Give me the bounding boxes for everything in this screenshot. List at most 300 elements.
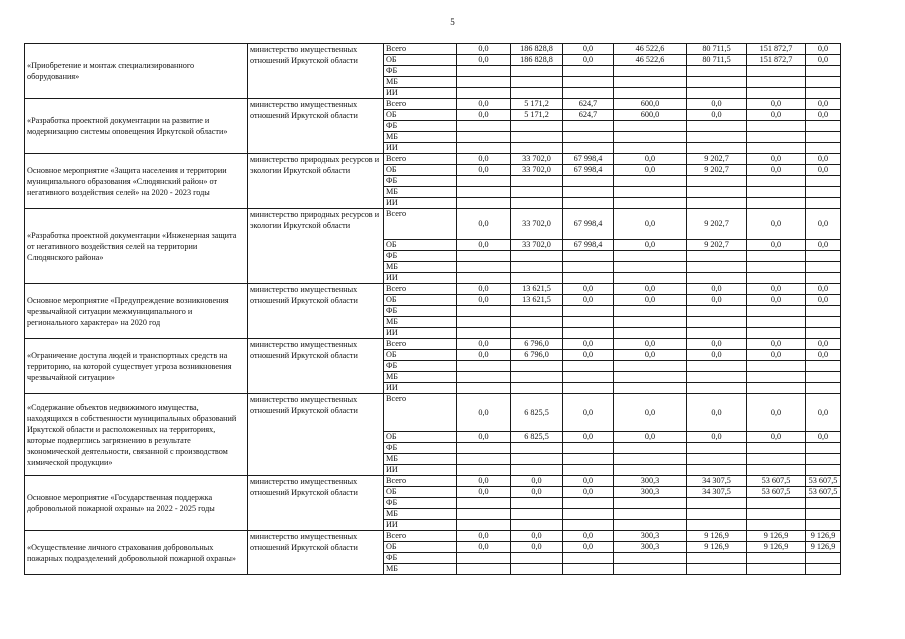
amount-cell [747, 121, 806, 132]
funding-source-cell: МБ [384, 317, 457, 328]
amount-cell: 151 872,7 [747, 55, 806, 66]
table-row [25, 44, 841, 55]
amount-cell: 0,0 [563, 284, 614, 295]
amount-cell: 0,0 [806, 240, 841, 251]
amount-cell: 0,0 [457, 110, 511, 121]
amount-cell [457, 77, 511, 88]
amount-cell [747, 509, 806, 520]
amount-cell [687, 328, 747, 339]
amount-cell: 0,0 [457, 432, 511, 443]
amount-cell [806, 198, 841, 209]
responsible-executor-cell: министерство имущественных отношений Иркутской области [248, 339, 384, 394]
amount-cell [806, 498, 841, 509]
amount-cell: 0,0 [563, 542, 614, 553]
funding-source-cell: ОБ [384, 487, 457, 498]
amount-cell: 80 711,5 [687, 55, 747, 66]
amount-cell: 9 126,9 [747, 531, 806, 542]
amount-cell [457, 372, 511, 383]
amount-cell [511, 176, 563, 187]
amount-cell: 0,0 [563, 295, 614, 306]
amount-cell: 0,0 [457, 542, 511, 553]
amount-cell [614, 198, 687, 209]
amount-cell [806, 306, 841, 317]
amount-cell [511, 187, 563, 198]
amount-cell: 0,0 [457, 487, 511, 498]
amount-cell [563, 361, 614, 372]
amount-cell [457, 262, 511, 273]
funding-source-cell: Всего [384, 209, 457, 240]
amount-cell: 0,0 [806, 295, 841, 306]
amount-cell: 0,0 [511, 487, 563, 498]
funding-source-cell: ОБ [384, 432, 457, 443]
amount-cell: 0,0 [747, 240, 806, 251]
amount-cell [614, 509, 687, 520]
amount-cell: 0,0 [687, 350, 747, 361]
amount-cell: 0,0 [614, 394, 687, 432]
amount-cell [563, 520, 614, 531]
table-row [25, 476, 841, 487]
amount-cell: 0,0 [614, 240, 687, 251]
amount-cell [511, 66, 563, 77]
amount-cell: 67 998,4 [563, 209, 614, 240]
amount-cell: 67 998,4 [563, 240, 614, 251]
amount-cell [511, 520, 563, 531]
amount-cell: 0,0 [806, 154, 841, 165]
amount-cell [614, 176, 687, 187]
amount-cell: 13 621,5 [511, 295, 563, 306]
amount-cell [614, 132, 687, 143]
amount-cell [457, 498, 511, 509]
amount-cell: 0,0 [747, 394, 806, 432]
amount-cell: 34 307,5 [687, 487, 747, 498]
amount-cell: 0,0 [687, 110, 747, 121]
amount-cell [614, 520, 687, 531]
amount-cell: 6 796,0 [511, 350, 563, 361]
amount-cell: 0,0 [806, 394, 841, 432]
amount-cell [563, 273, 614, 284]
funding-source-cell: ФБ [384, 361, 457, 372]
amount-cell [747, 564, 806, 575]
amount-cell: 33 702,0 [511, 209, 563, 240]
amount-cell [687, 77, 747, 88]
amount-cell: 0,0 [687, 432, 747, 443]
amount-cell: 0,0 [614, 209, 687, 240]
amount-cell: 0,0 [806, 99, 841, 110]
amount-cell [747, 77, 806, 88]
amount-cell [457, 383, 511, 394]
amount-cell [747, 465, 806, 476]
amount-cell [747, 443, 806, 454]
amount-cell [457, 121, 511, 132]
amount-cell [614, 262, 687, 273]
amount-cell: 0,0 [747, 339, 806, 350]
amount-cell [457, 176, 511, 187]
funding-source-cell: Всего [384, 339, 457, 350]
amount-cell: 300,3 [614, 531, 687, 542]
amount-cell [511, 553, 563, 564]
amount-cell [806, 187, 841, 198]
funding-source-cell: ИИ [384, 88, 457, 99]
page-number: 5 [450, 17, 455, 27]
amount-cell [806, 520, 841, 531]
amount-cell: 0,0 [457, 240, 511, 251]
responsible-executor-cell: министерство природных ресурсов и экологии Иркутской области [248, 154, 384, 209]
responsible-executor-cell: министерство имущественных отношений Иркутской области [248, 99, 384, 154]
amount-cell [614, 498, 687, 509]
amount-cell: 33 702,0 [511, 154, 563, 165]
amount-cell: 53 607,5 [806, 487, 841, 498]
amount-cell [747, 273, 806, 284]
amount-cell [747, 361, 806, 372]
amount-cell: 6 796,0 [511, 339, 563, 350]
amount-cell [747, 454, 806, 465]
amount-cell: 0,0 [806, 432, 841, 443]
amount-cell [614, 273, 687, 284]
table-row [25, 99, 841, 110]
funding-source-cell: ФБ [384, 306, 457, 317]
amount-cell [457, 509, 511, 520]
amount-cell [614, 361, 687, 372]
amount-cell [687, 520, 747, 531]
amount-cell [511, 372, 563, 383]
amount-cell: 0,0 [806, 339, 841, 350]
amount-cell [747, 176, 806, 187]
amount-cell [563, 443, 614, 454]
amount-cell [747, 132, 806, 143]
amount-cell: 0,0 [747, 110, 806, 121]
amount-cell [806, 273, 841, 284]
amount-cell [687, 176, 747, 187]
amount-cell: 0,0 [457, 531, 511, 542]
amount-cell: 46 522,6 [614, 55, 687, 66]
funding-source-cell: МБ [384, 372, 457, 383]
amount-cell: 0,0 [563, 487, 614, 498]
amount-cell: 0,0 [614, 284, 687, 295]
amount-cell [687, 262, 747, 273]
activity-name-cell: «Приобретение и монтаж специализированного оборудования» [25, 44, 248, 99]
amount-cell: 9 126,9 [747, 542, 806, 553]
amount-cell [511, 498, 563, 509]
activity-name-cell: «Разработка проектной документации «Инженерная защита от негативного воздействия селей на территории Слюдянского района» [25, 209, 248, 284]
funding-source-cell: Всего [384, 476, 457, 487]
amount-cell [806, 383, 841, 394]
amount-cell [563, 262, 614, 273]
table-row [25, 284, 841, 295]
amount-cell [687, 88, 747, 99]
amount-cell [563, 88, 614, 99]
amount-cell [806, 443, 841, 454]
amount-cell: 0,0 [563, 432, 614, 443]
amount-cell: 0,0 [747, 99, 806, 110]
amount-cell [511, 454, 563, 465]
amount-cell: 0,0 [614, 432, 687, 443]
amount-cell [614, 553, 687, 564]
funding-source-cell: Всего [384, 531, 457, 542]
amount-cell: 151 872,7 [747, 44, 806, 55]
amount-cell [747, 187, 806, 198]
amount-cell [614, 143, 687, 154]
funding-source-cell: Всего [384, 154, 457, 165]
amount-cell [806, 465, 841, 476]
amount-cell [563, 66, 614, 77]
amount-cell: 80 711,5 [687, 44, 747, 55]
funding-source-cell: ИИ [384, 273, 457, 284]
amount-cell [511, 251, 563, 262]
amount-cell: 6 825,5 [511, 394, 563, 432]
amount-cell [457, 198, 511, 209]
amount-cell [457, 361, 511, 372]
amount-cell [747, 498, 806, 509]
amount-cell [563, 176, 614, 187]
amount-cell: 0,0 [806, 209, 841, 240]
amount-cell: 9 126,9 [806, 531, 841, 542]
amount-cell: 0,0 [563, 350, 614, 361]
amount-cell: 0,0 [614, 350, 687, 361]
amount-cell: 0,0 [457, 350, 511, 361]
amount-cell [687, 132, 747, 143]
amount-cell [511, 273, 563, 284]
funding-source-cell: МБ [384, 77, 457, 88]
amount-cell [687, 198, 747, 209]
amount-cell [806, 454, 841, 465]
amount-cell: 0,0 [687, 339, 747, 350]
amount-cell [457, 143, 511, 154]
funding-source-cell: МБ [384, 262, 457, 273]
amount-cell: 0,0 [687, 394, 747, 432]
amount-cell [563, 121, 614, 132]
amount-cell: 600,0 [614, 99, 687, 110]
amount-cell [687, 143, 747, 154]
amount-cell: 186 828,8 [511, 44, 563, 55]
amount-cell: 0,0 [614, 165, 687, 176]
funding-source-cell: ОБ [384, 110, 457, 121]
budget-table [24, 43, 841, 575]
amount-cell: 0,0 [563, 394, 614, 432]
amount-cell: 13 621,5 [511, 284, 563, 295]
amount-cell: 53 607,5 [747, 476, 806, 487]
amount-cell: 0,0 [614, 295, 687, 306]
amount-cell [687, 372, 747, 383]
amount-cell [457, 187, 511, 198]
amount-cell [687, 121, 747, 132]
amount-cell [457, 88, 511, 99]
funding-source-cell: ОБ [384, 295, 457, 306]
amount-cell: 5 171,2 [511, 110, 563, 121]
amount-cell [747, 520, 806, 531]
amount-cell [806, 509, 841, 520]
amount-cell: 0,0 [457, 476, 511, 487]
amount-cell [747, 262, 806, 273]
funding-source-cell: ОБ [384, 165, 457, 176]
amount-cell: 46 522,6 [614, 44, 687, 55]
amount-cell: 0,0 [687, 99, 747, 110]
funding-source-cell: ФБ [384, 121, 457, 132]
amount-cell [806, 564, 841, 575]
amount-cell [687, 251, 747, 262]
amount-cell [457, 328, 511, 339]
funding-source-cell: МБ [384, 509, 457, 520]
amount-cell [511, 317, 563, 328]
amount-cell [511, 88, 563, 99]
activity-name-cell: «Осуществление личного страхования добровольных пожарных подразделений добровольной пожарной охраны» [25, 531, 248, 575]
responsible-executor-cell: министерство имущественных отношений Иркутской области [248, 394, 384, 476]
amount-cell [687, 273, 747, 284]
amount-cell [806, 77, 841, 88]
funding-source-cell: ИИ [384, 198, 457, 209]
activity-name-cell: «Ограничение доступа людей и транспортных средств на территорию, на которой существует угроза возникновения чрезвычайной ситуации» [25, 339, 248, 394]
amount-cell [747, 317, 806, 328]
amount-cell: 0,0 [457, 295, 511, 306]
amount-cell: 6 825,5 [511, 432, 563, 443]
amount-cell [614, 465, 687, 476]
amount-cell [614, 443, 687, 454]
amount-cell [687, 383, 747, 394]
amount-cell: 9 202,7 [687, 209, 747, 240]
amount-cell: 0,0 [457, 394, 511, 432]
amount-cell [511, 77, 563, 88]
amount-cell [747, 251, 806, 262]
funding-source-cell: ФБ [384, 443, 457, 454]
amount-cell [687, 454, 747, 465]
amount-cell: 67 998,4 [563, 154, 614, 165]
activity-name-cell: Основное мероприятие «Предупреждение возникновения чрезвычайной ситуации межмуниципального и регионального характера» на 2020 год [25, 284, 248, 339]
amount-cell [457, 564, 511, 575]
funding-source-cell: Всего [384, 44, 457, 55]
amount-cell [806, 132, 841, 143]
amount-cell [747, 306, 806, 317]
amount-cell [687, 187, 747, 198]
amount-cell: 624,7 [563, 110, 614, 121]
table-row [25, 154, 841, 165]
amount-cell: 9 202,7 [687, 165, 747, 176]
amount-cell [747, 372, 806, 383]
amount-cell [563, 372, 614, 383]
amount-cell: 0,0 [614, 154, 687, 165]
amount-cell [614, 121, 687, 132]
amount-cell [747, 88, 806, 99]
funding-source-cell: Всего [384, 394, 457, 432]
amount-cell: 300,3 [614, 476, 687, 487]
funding-source-cell: Всего [384, 284, 457, 295]
amount-cell: 0,0 [747, 350, 806, 361]
amount-cell [563, 132, 614, 143]
funding-source-cell: ФБ [384, 553, 457, 564]
amount-cell [614, 317, 687, 328]
funding-source-cell: МБ [384, 132, 457, 143]
responsible-executor-cell: министерство имущественных отношений Иркутской области [248, 476, 384, 531]
amount-cell [806, 317, 841, 328]
amount-cell: 624,7 [563, 99, 614, 110]
amount-cell [806, 372, 841, 383]
amount-cell [563, 317, 614, 328]
funding-source-cell: ОБ [384, 350, 457, 361]
amount-cell: 0,0 [457, 209, 511, 240]
funding-source-cell: ФБ [384, 66, 457, 77]
amount-cell: 0,0 [457, 284, 511, 295]
amount-cell [806, 66, 841, 77]
amount-cell [747, 328, 806, 339]
amount-cell: 0,0 [747, 209, 806, 240]
amount-cell: 0,0 [614, 339, 687, 350]
amount-cell: 0,0 [563, 44, 614, 55]
amount-cell: 0,0 [511, 531, 563, 542]
funding-source-cell: МБ [384, 454, 457, 465]
amount-cell [806, 262, 841, 273]
amount-cell [563, 383, 614, 394]
activity-name-cell: «Содержание объектов недвижимого имущества, находящихся в собственности муниципальных образований Иркутской области и расположенных на территориях, которые подверглись загрязнению в результате экономической деятельности, связанной с производством химической продукции» [25, 394, 248, 476]
amount-cell: 33 702,0 [511, 165, 563, 176]
amount-cell: 0,0 [806, 110, 841, 121]
amount-cell: 0,0 [457, 154, 511, 165]
amount-cell [747, 383, 806, 394]
amount-cell: 9 202,7 [687, 154, 747, 165]
amount-cell [457, 66, 511, 77]
amount-cell [614, 77, 687, 88]
amount-cell: 53 607,5 [747, 487, 806, 498]
amount-cell [563, 251, 614, 262]
amount-cell: 0,0 [806, 284, 841, 295]
amount-cell: 9 126,9 [806, 542, 841, 553]
amount-cell [457, 520, 511, 531]
amount-cell [747, 198, 806, 209]
amount-cell: 600,0 [614, 110, 687, 121]
amount-cell [563, 143, 614, 154]
funding-source-cell: ОБ [384, 240, 457, 251]
amount-cell: 0,0 [563, 339, 614, 350]
responsible-executor-cell: министерство имущественных отношений Иркутской области [248, 531, 384, 575]
amount-cell: 0,0 [747, 432, 806, 443]
amount-cell: 0,0 [511, 476, 563, 487]
amount-cell [511, 465, 563, 476]
amount-cell: 0,0 [457, 55, 511, 66]
amount-cell [511, 132, 563, 143]
funding-source-cell: ИИ [384, 520, 457, 531]
responsible-executor-cell: министерство имущественных отношений Иркутской области [248, 284, 384, 339]
amount-cell [747, 143, 806, 154]
amount-cell [457, 454, 511, 465]
responsible-executor-cell: министерство имущественных отношений Иркутской области [248, 44, 384, 99]
amount-cell [687, 564, 747, 575]
amount-cell [457, 317, 511, 328]
funding-source-cell: ИИ [384, 465, 457, 476]
amount-cell: 0,0 [457, 44, 511, 55]
amount-cell [563, 187, 614, 198]
amount-cell [511, 383, 563, 394]
amount-cell [614, 564, 687, 575]
amount-cell [457, 553, 511, 564]
amount-cell: 9 126,9 [687, 531, 747, 542]
amount-cell: 186 828,8 [511, 55, 563, 66]
amount-cell [806, 143, 841, 154]
amount-cell [806, 176, 841, 187]
amount-cell: 0,0 [806, 165, 841, 176]
amount-cell: 0,0 [687, 284, 747, 295]
responsible-executor-cell: министерство природных ресурсов и экологии Иркутской области [248, 209, 384, 284]
amount-cell: 0,0 [563, 55, 614, 66]
amount-cell: 0,0 [747, 284, 806, 295]
amount-cell [563, 77, 614, 88]
amount-cell: 33 702,0 [511, 240, 563, 251]
amount-cell [511, 509, 563, 520]
amount-cell [511, 564, 563, 575]
amount-cell: 0,0 [511, 542, 563, 553]
amount-cell [687, 509, 747, 520]
table-row [25, 209, 841, 240]
amount-cell [614, 88, 687, 99]
funding-source-cell: МБ [384, 187, 457, 198]
table-row [25, 531, 841, 542]
amount-cell [563, 306, 614, 317]
